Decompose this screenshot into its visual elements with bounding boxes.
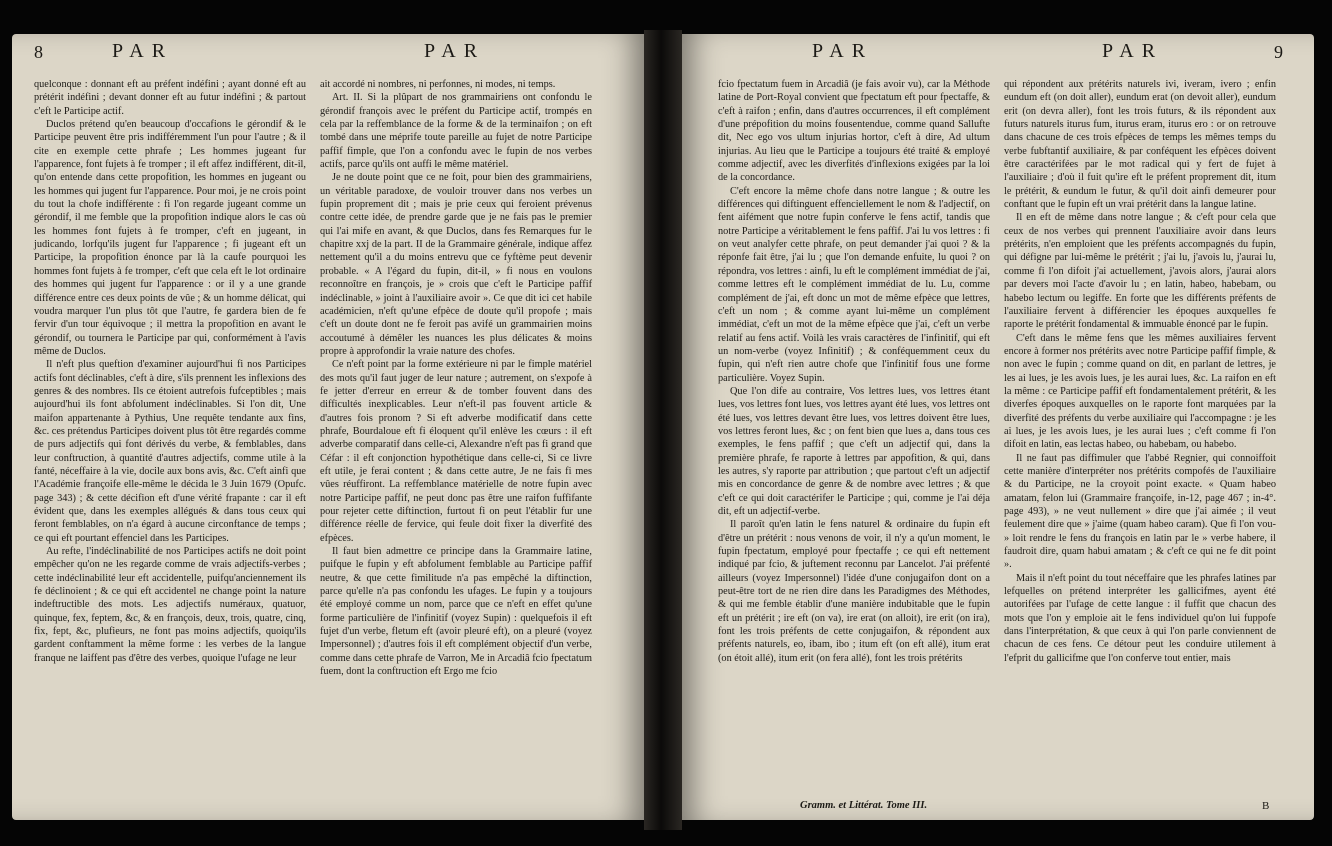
paragraph: Il faut bien admettre ce principe dans la Grammaire latine, puifque le fupin y eft abfolument femblable au Participe paffif neutre, & que cette fimilitude n'a pas empêché la diftinction, parce qu'elle n'a pas confondu les ufages. Le fupin y a toujours été employé comme un nom, parce que ce n'eft en effet qu'une forme particulière de l'infinitif (voyez Supin) : quelquefois il eft fujet d'un verbe, fletum eft (avoir pleuré eft), on a pleuré (voyez Impersonnel) ; d'autres fois il eft complément objectif d'un verbe, comme dans cette phrafe de Varron, Me in Arcadiâ fcio fpectatum fuem, dont la conftruction eft Ergo me fcio <box>320 546 592 678</box>
paragraph: Duclos prétend qu'en beaucoup d'occafions le gérondif & le Participe peuvent être pris indifféremment l'un pour l'autre ; & il cite en exemple cette phrafe ; Les hommes jugeant fur l'apparence, font fujets à fe tromper ; il eft affez indifférent, dit-il, qu'on entende dans cette propofition, les hommes en jugeant ou les hommes qui jugent fur l'apparence. Pour moi, je ne crois point du tout la chofe indifférente : fi l'on regarde jugeant comme un gérondif, il me femble que la propofition indique alors le cas où les hommes font fujets à fe tromper, c'eft en jugeant, in judicando, lorfqu'ils jugent fur l'apparence ; fi jugeant eft un Participe, la propofition énonce par là la caufe pourquoi les hommes font fujets à fe tromper, c'eft que cela eft le lot ordinaire des hommes qui jugent fur l'apparence : or il y a une grande différence entre ces deux points de vûe ; & un homme délicat, qui voudra marquer l'un plus tôt que l'autre, fe gardera bien de fe fervir d'un tour équivoque ; il mettra la propofition en avant le gérondif, ou tournera le Participe par qui, conformément à l'avis même de Duclos. <box>34 119 306 357</box>
paragraph: fcio fpectatum fuem in Arcadiâ (je fais avoir vu), car la Méthode latine de Port-Royal convient que fpectatum eft pour fpectaffe, & c'eft à raifon ; enfin, dans d'autres occurrences, il eft complément d'une prépofition du moins fousentendue, comme quand Sallufte dit, Nec ego vos ultum injurias hortor, c'eft à dire, Ad ultum injurias. Au lieu que le Participe a toujours été traité & employé comme adjectif, avec les diverfités d'inflexions exigées par la loi de la concordance. <box>718 79 990 184</box>
paragraph: Je ne doute point que ce ne foit, pour bien des grammairiens, un véritable paradoxe, de vouloir trouver dans nos verbes un fupin proprement dit ; mais je prie ceux qui feroient prévenus contre cette idée, de prendre garde que je ne fais pas le premier qui l'ai mife en avant, & que Duclos, dans fes Remarques fur le chapitre xxj de la part. II de la Grammaire générale, indique affez nettement qu'il a du moins entrevu que ce fyftème peut devenir probable. « A l'égard du fupin, dit-il, » fi nous en voulons reconnoître en françois, je » crois que c'eft le Participe paffif indéclinable, » joint à l'auxiliaire avoir ». Ce que dit ici cet habile académicien, n'eft qu'une efpèce de doute qu'il propofe ; mais c'eft un doute dont ne fe feroit pas avifé un grammairien moins accoutumé à démêler les nuances les plus délicates & moins propre à approfondir la vraie nature des chofes. <box>320 172 592 357</box>
paragraph: ait accordé ni nombres, ni perfonnes, ni modes, ni temps. <box>320 79 556 90</box>
paragraph: C'eft encore la même chofe dans notre langue ; & outre les différences qui diftinguent effenciellement le nom & l'adjectif, on fent aifément que notre fupin conferve le fens actif, tandis que notre Participe a véritablement le fens paffif. J'ai lu vos lettres : fi on veut analyfer cette phrafe, on peut demander j'ai quoi ? & la réponfe fait être, j'ai lu ; que l'on demande enfuite, lu quoi ? on répondra, vos lettres : ainfi, lu eft le complément immédiat de j'ai, comme lettres eft le complément immédiat de lu. Lu, comme complément de j'ai, eft donc un mot de même efpèce que lettres, c'eft un nom ; & comme ayant lui-même un complément immédiat, c'eft un mot de la même efpèce que j'ai, c'eft un verbe relatif au fens actif. Voilà les vrais caractères de l'infinitif, qui eft un nom-verbe (voyez Infinitif) ; & conféquemment ceux du fupin, qui n'eft rien autre chofe que l'infinitif fous une forme particulière. Voyez Supin. <box>718 185 990 384</box>
paragraph: Mais il n'eft point du tout néceffaire que les phrafes latines par lefquelles on prétend interpréter les gallicifmes, ayent été autorifées par l'ufage de cette langue : il fuffit que chacun des mots que l'on y emploie ait le fens individuel qu'on lui fuppofe dans l'interprétation, & que ceux à qui l'on parle conviennent de chacun de ces fens. Ce détour peut les conduire utilement à l'efprit du gallicifme que l'on conferve tout entier, mais <box>1004 572 1276 664</box>
footer-signature-text: Gramm. et Littérat. Tome III. <box>800 800 928 811</box>
paragraph: C'eft dans le même fens que les mêmes auxiliaires fervent encore à former nos prétérits avec notre Participe paffif fimple, & non avec le fupin ; comme quand on dit, en parlant de lettres, je les ai lues, je les avois lues, je les aurai lues, &c. La raifon en eft la même : ce Participe paffif eft fondamentalement prétérit, & les diverfes époques auxquelles on le raporte font marquées par la diverfité des préfents du verbe auxiliaire qui l'accompagne : je les ai lues, je les avois lues, je les aurai lues ; c'eft comme fi l'on difoit en latin, eas lectas habeo, ou habebam, ou habebo. <box>1004 332 1276 451</box>
running-header-right-1: PAR <box>812 40 874 62</box>
paragraph: quelconque : donnant eft au préfent indéfini ; ayant donné eft au prétérit indéfini ; devant donner eft au futur indéfini ; & partout c'eft le Participe actif. <box>34 79 306 117</box>
right-column-2 <box>1004 78 1276 665</box>
left-page <box>12 34 644 820</box>
paragraph: Ce n'eft point par la forme extérieure ni par le fimple matériel des mots qu'il faut juger de leur nature ; autrement, on s'expofe à fe jetter d'erreur en erreur & de tomber fouvent dans des difficultés inexplicables. Leur n'eft-il pas fouvent article & d'autres fois pronom ? Si eft adverbe modificatif dans cette phrafe, Bourdaloue eft fi éloquent qu'il enlève les cœurs : il eft adverbe comparatif dans celle-ci, Alexandre n'eft pas fi grand que Céfar : il eft conjonction hypothétique dans celle-ci, Si ce livre eft utile, je ferai content ; & dans cette autre, Je ne fais fi mes vûes réuffiront. La reffemblance matérielle de notre fupin avec notre Participe paffif, ne peut donc pas être une raifon fuffifante pour rejeter cette diftinction, furtout fi on peut l'établir fur une différence réelle de fervice, qui feule doit fixer la diverfité des efpèces. <box>320 359 592 544</box>
page-number-left: 8 <box>34 42 43 62</box>
signature-mark: B <box>1262 800 1270 812</box>
right-page <box>682 34 1314 820</box>
paragraph: Il n'eft plus queftion d'examiner aujourd'hui fi nos Participes actifs font déclinables, c'eft à dire, s'ils prennent les inflexions des genres & des nombres. Ils ce étoient autrefois fufceptibles ; mais aujourd'hui ils font abfolument indéclinables. Si l'on dit, Une maifon appartenante à Pythius, Une requête tendante aux fins, &c. ces prétendus Participes doivent plus tôt être regardés comme de purs adjectifs qui font dérivés du verbe, & femblables, dans leur conftruction, à quantité d'autres adjectifs, comme utile à la fanté, néceffaire à la vie, docile aux bons avis, &c. C'eft ainfi que l'Académie françoife elle-même le décida le 3 Juin 1679 (Opufc. page 343) ; & cette décifion eft d'une vérité frapante : car il eft évident que, dans les exemples allégués & dans tous ceux qui feront femblables, on n'a égard à aucune circonftance de temps ; ce qui eft pourtant effenciel dans les Participes. <box>34 359 306 544</box>
paragraph: Il paroît qu'en latin le fens naturel & ordinaire du fupin eft d'être un prétérit : nous venons de voir, il n'y a qu'un moment, le fupin fpectatum, employé pour fpectaffe ; ce qui eft nettement indiqué par fcio, & juftement reconnu par Lancelot. J'ai préfenté ailleurs (voyez Impersonnel) l'idée d'une conjugaifon dont on a peut-être tort de ne rien dire dans les Paradigmes des Méthodes, & qui me femble établir d'une manière indubitable que le fupin eft un prétérit ; ire eft (on va), ire erat (on alloit), ire erit (on ira), font les trois préfents de cette conjugaifon, & répondent aux préfents naturels, eo, ibam, ibo ; itum eft (on eft allé), itum erat (on étoit allé), itum erit (on fera allé), font les trois prétérits <box>718 519 990 664</box>
page-number-right: 9 <box>1274 42 1283 62</box>
running-header-left-1: PAR <box>112 40 174 62</box>
running-header-left-2: PAR <box>424 40 486 62</box>
paragraph: Art. II. Si la plûpart de nos grammairiens ont confondu le gérondif françois avec le préfent du Participe actif, trompés en cela par la reffemblance de la forme & de la terminaifon ; on eft tombé dans une méprife toute pareille au fujet de notre Participe paffif fimple, que l'on a confondu avec le fupin de nos verbes actifs, parce qu'ils ont auffi le même matériel. <box>320 92 592 171</box>
left-column-1 <box>34 78 306 665</box>
paragraph: Que l'on dife au contraire, Vos lettres lues, vos lettres étant lues, vos lettres font lues, vos lettres ayant été lues, vos lettres ont été lues, vos lettres devant être lues, vos lettres doivent être lues, vos lettres feront lues, &c ; on fent bien que lues a, dans tous ces exemples, le fens paffif ; que c'eft un adjectif qui, dans la première phrafe, fe raporte à lettres par appofition, & qui, dans les autres, s'y raporte par attribution ; que partout c'eft un adjectif mis en concordance de genre & de nombre avec lettres ; & que c'eft ce qui doit caractérifer le Participe ; qui, comme je l'ai déja dit, eft un adjectif-verbe. <box>718 385 990 517</box>
running-header-right-2: PAR <box>1102 40 1164 62</box>
left-column-2 <box>320 78 592 678</box>
book-gutter <box>644 30 682 830</box>
paragraph: Il en eft de même dans notre langue ; & c'eft pour cela que ceux de nos verbes qui prennent l'auxiliaire avoir dans leurs prétérits, n'en emploient que les préfents accompagnés du fupin, qui défigne par lui-même le prétérit ; j'ai lu, j'avois lu, j'aurai lu, comme fi l'on difoit j'ai actuellement, j'avois alors, j'aurai alors par devers moi l'acte d'avoir lu ; en latin, habeo, habebam, ou habebo lectum ou legiffe. En forte que les différents préfents de l'auxiliaire fervent à différencier les époques auxquelles fe raporte le prétérit fondamental & immuable énoncé par le fupin. <box>1004 212 1276 331</box>
paragraph: Au refte, l'indéclinabilité de nos Participes actifs ne doit point empêcher qu'on ne les regarde comme de vrais adjectifs-verbes ; cette indéclinabilité leur eft accidentelle, puifqu'anciennement ils fe déclinoient ; & ce qui eft accidentel ne change point la nature indeftructible des mots. Les adjectifs numéraux, quatuor, quinque, fex, feptem, &c, & en françois, deux, trois, quatre, cinq, fix, fept, &c, plufieurs, ne font pas moins adjectifs, quoiqu'ils gardent conftamment la même forme : les verbes de la langue franque ne laiffent pas d'être des verbes, quoique l'ufage ne leur <box>34 546 306 664</box>
paragraph: qui répondent aux prétérits naturels ivi, iveram, ivero ; enfin eundum eft (on doit aller), eundum erat (on devoit aller), eundum erit (on devra aller), font les trois futurs, & ils répondent aux futurs naturels iturus fum, iturus eram, iturus ero : or on retrouve dans chacune de ces trois efpèces de temps les mêmes temps du verbe fubftantif auxiliaire, & par conféquent les efpèces doivent être caractérifées par le mot radical qui y fert de fujet à l'auxiliaire ; d'où il fuit qu'ire eft le préfent proprement dit, itum le prétérit, & eundum le futur, & qu'il doit ainfi demeurer pour conftant que le fupin eft un vrai prétérit dans la langue latine. <box>1004 79 1276 211</box>
paragraph: Il ne faut pas diffimuler que l'abbé Regnier, qui connoiffoit cette manière d'interpréter nos prétérits compofés de l'auxiliaire & du Participe, ne la croyoit point exacte. « Quam habeo amatam, felon lui (Grammaire françoife, in-12, page 467 ; in-4°. page 493), » ne veut nullement » dire que j'ai aimée ; il veut feulement dire que » j'aime (quam habeo caram). Que fi l'on vou- » loit rendre le fens du françois en latin par le » verbe habere, il faudroit dire, quam habui amatam ; & c'eft ce qui ne fe dit point ». <box>1004 452 1276 571</box>
right-column-1 <box>718 78 990 665</box>
